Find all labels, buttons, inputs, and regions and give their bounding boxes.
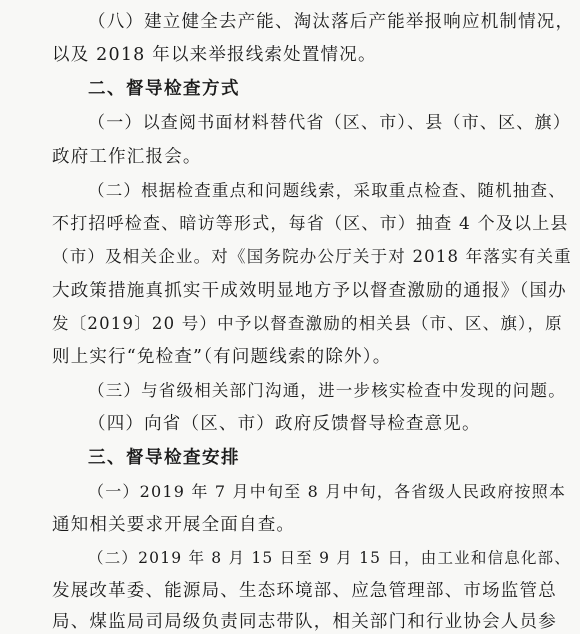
paragraph-line: 以及 2018 年以来举报线索处置情况。 <box>52 45 377 65</box>
section-heading: 二、督导检查方式 <box>88 79 240 99</box>
paragraph-line: （市）及相关企业。对《国务院办公厅关于对 2018 年落实有关重 <box>52 247 572 266</box>
paragraph-line: 大政策措施真抓实干成效明显地方予以督查激励的通报》（国办 <box>52 281 567 301</box>
paragraph-line: （二）根据检查重点和问题线索，采取重点检查、随机抽查、 <box>88 181 566 200</box>
paragraph-line: （三）与省级相关部门沟通，进一步核实检查中发现的问题。 <box>88 381 566 400</box>
paragraph-line: （八）建立健全去产能、淘汰落后产能举报响应机制情况， <box>88 12 575 32</box>
paragraph-line: （一）2019 年 7 月中旬至 8 月中旬，各省级人民政府按照本 <box>88 482 567 501</box>
paragraph-line: （四）向省（区、市）政府反馈督导检查意见。 <box>88 414 481 434</box>
paragraph-line: 政府工作汇报会。 <box>52 147 202 167</box>
paragraph-line: 发展改革委、能源局、生态环境部、应急管理部、市场监管总 <box>52 581 557 601</box>
section-heading: 三、督导检查安排 <box>88 448 240 468</box>
paragraph-line: （二）2019 年 8 月 15 日至 9 月 15 日，由工业和信息化部、 <box>88 549 572 567</box>
paragraph-line: 不打招呼检查、暗访等形式，每省（区、市）抽查 4 个及以上县 <box>52 214 569 234</box>
paragraph-line: 通知相关要求开展全面自查。 <box>52 515 296 535</box>
paragraph-line: 发〔2019〕20 号）中予以督查激励的相关县（市、区、旗），原 <box>52 314 563 333</box>
paragraph-line: 则上实行“免检查”（有问题线索的除外）。 <box>52 347 392 367</box>
paragraph-line: （一）以查阅书面材料替代省（区、市）、县（市、区、旗） <box>88 113 571 133</box>
paragraph-line: 局、煤监局司局级负责同志带队，相关部门和行业协会人员参 <box>52 612 557 632</box>
